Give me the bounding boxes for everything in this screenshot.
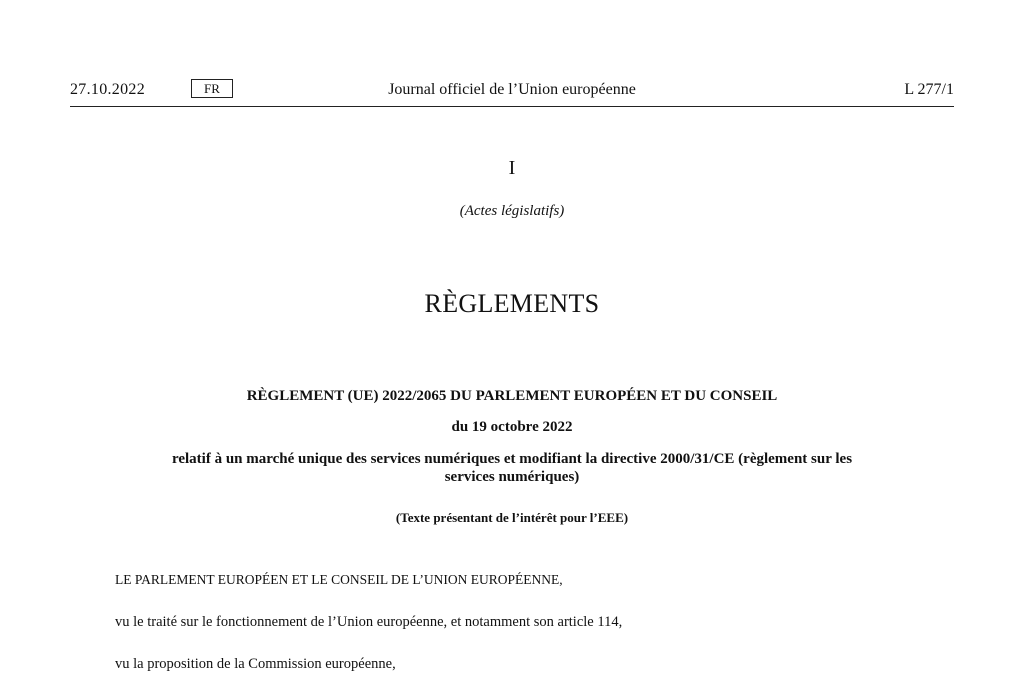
journal-reference: L 277/1: [904, 81, 954, 98]
preamble-paragraph: vu la proposition de la Commission européenne,: [115, 656, 396, 672]
journal-header: [70, 78, 954, 107]
preamble-paragraph: LE PARLEMENT EUROPÉEN ET LE CONSEIL DE L’UNION EUROPÉENNE,: [115, 572, 563, 587]
preamble-paragraph: vu le traité sur le fonctionnement de l’Union européenne, et notamment son article 114,: [115, 614, 623, 630]
part-label: (Actes législatifs): [459, 203, 565, 219]
section-title: RÈGLEMENTS: [424, 289, 600, 318]
regulation-date: du 19 octobre 2022: [451, 419, 573, 435]
eee-relevance-note: (Texte présentant de l’intérêt pour l’EEE): [395, 510, 629, 525]
part-number: I: [508, 157, 516, 179]
regulation-subject: relatif à un marché unique des services numériques et modifiant la directive 2000/31/CE (règlement sur les services numériques): [171, 451, 853, 485]
journal-title: Journal officiel de l’Union européenne: [388, 81, 636, 98]
language-badge: FR: [191, 79, 233, 98]
regulation-title: RÈGLEMENT (UE) 2022/2065 DU PARLEMENT EUROPÉEN ET DU CONSEIL: [246, 388, 778, 404]
publication-date: 27.10.2022: [70, 81, 145, 98]
